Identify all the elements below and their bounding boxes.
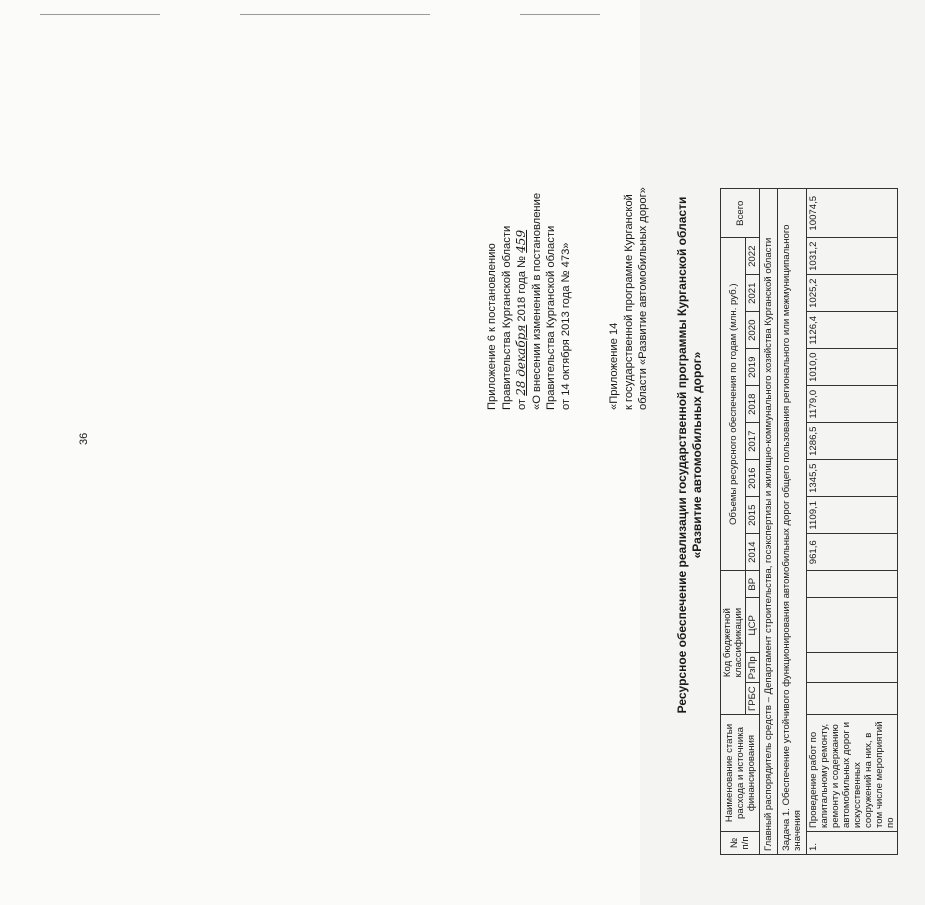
row-total: 10074,5	[807, 189, 898, 238]
annex-line: Правительства Курганской области	[500, 225, 513, 410]
header-year: 2018	[746, 386, 760, 423]
row-rzpr	[807, 653, 898, 683]
header-rzpr: РзПр	[746, 653, 760, 683]
row-value: 1126,4	[807, 312, 898, 349]
annex-line: от 14 октября 2013 года № 473»	[559, 242, 572, 410]
annex-header	[485, 80, 574, 410]
scan-artifact	[520, 14, 600, 15]
annex-text: 2018 года №	[516, 255, 529, 322]
header-vr: ВР	[746, 571, 760, 598]
row-vr	[807, 571, 898, 598]
annex-line: «О внесении изменений в постановление	[530, 192, 543, 410]
header-year: 2022	[746, 238, 760, 275]
annex-line: к государственной программе Курганской	[622, 194, 635, 410]
title-line: «Развитие автомобильных дорог»	[690, 351, 704, 559]
row-value: 1286,5	[807, 423, 898, 460]
handwritten-number: 459	[514, 229, 529, 253]
scan-artifact	[40, 14, 160, 15]
header-year: 2015	[746, 497, 760, 534]
row-name: Проведение работ по капитальному ремонту, ремонту и содержанию автомобильных дорог и искусственных сооружений на них, в том числе мероприятий по	[807, 715, 898, 832]
header-year: 2014	[746, 534, 760, 571]
row-value: 1031,2	[807, 238, 898, 275]
row-value: 1179,0	[807, 386, 898, 423]
annex-line: «Приложение 14	[608, 322, 620, 410]
header-num: № п/п	[721, 832, 760, 855]
row-value: 961,6	[807, 534, 898, 571]
row-csr	[807, 598, 898, 653]
row-value: 1345,5	[807, 460, 898, 497]
header-total: Всего	[721, 189, 760, 238]
document-title	[675, 30, 705, 880]
annex-line: Правительства Курганской области	[545, 225, 558, 410]
annex-text: от	[516, 398, 529, 410]
annex-program	[607, 80, 651, 410]
row-grbs	[807, 683, 898, 715]
row-value: 1109,1	[807, 497, 898, 534]
annex-line: Приложение 6 к постановлению	[486, 243, 498, 410]
header-year: 2017	[746, 423, 760, 460]
rotated-content	[475, 30, 925, 880]
resource-table	[720, 188, 898, 855]
row-num: 1.	[807, 832, 898, 855]
scan-artifact	[240, 14, 430, 15]
row-value: 1025,2	[807, 275, 898, 312]
title-line: Ресурсное обеспечение реализации государственной программы Курганской области	[675, 196, 689, 714]
manager-row: Главный распорядитель средств – Департамент строительства, госэкспертизы и жилищно-коммунального хозяйства Курганской области	[760, 189, 778, 855]
header-volumes: Объемы ресурсного обеспечения по годам (млн. руб.)	[721, 238, 746, 571]
header-year: 2021	[746, 275, 760, 312]
row-value: 1010,0	[807, 349, 898, 386]
page-number: 36	[78, 432, 90, 445]
task-row: Задача 1. Обеспечение устойчивого функционирования автомобильных дорог общего пользования регионального или межмуниципального значения	[778, 189, 807, 855]
annex-line: области «Развитие автомобильных дорог»	[637, 187, 650, 410]
header-code: Код бюджетной классификации	[721, 571, 746, 715]
header-year: 2016	[746, 460, 760, 497]
header-csr: ЦСР	[746, 598, 760, 653]
annex-date-line	[514, 80, 530, 410]
handwritten-date: 28 декабря	[514, 324, 529, 396]
header-year: 2019	[746, 349, 760, 386]
header-year: 2020	[746, 312, 760, 349]
header-grbs: ГРБС	[746, 683, 760, 715]
header-name: Наименование статьи расхода и источника финансирования	[721, 715, 760, 832]
